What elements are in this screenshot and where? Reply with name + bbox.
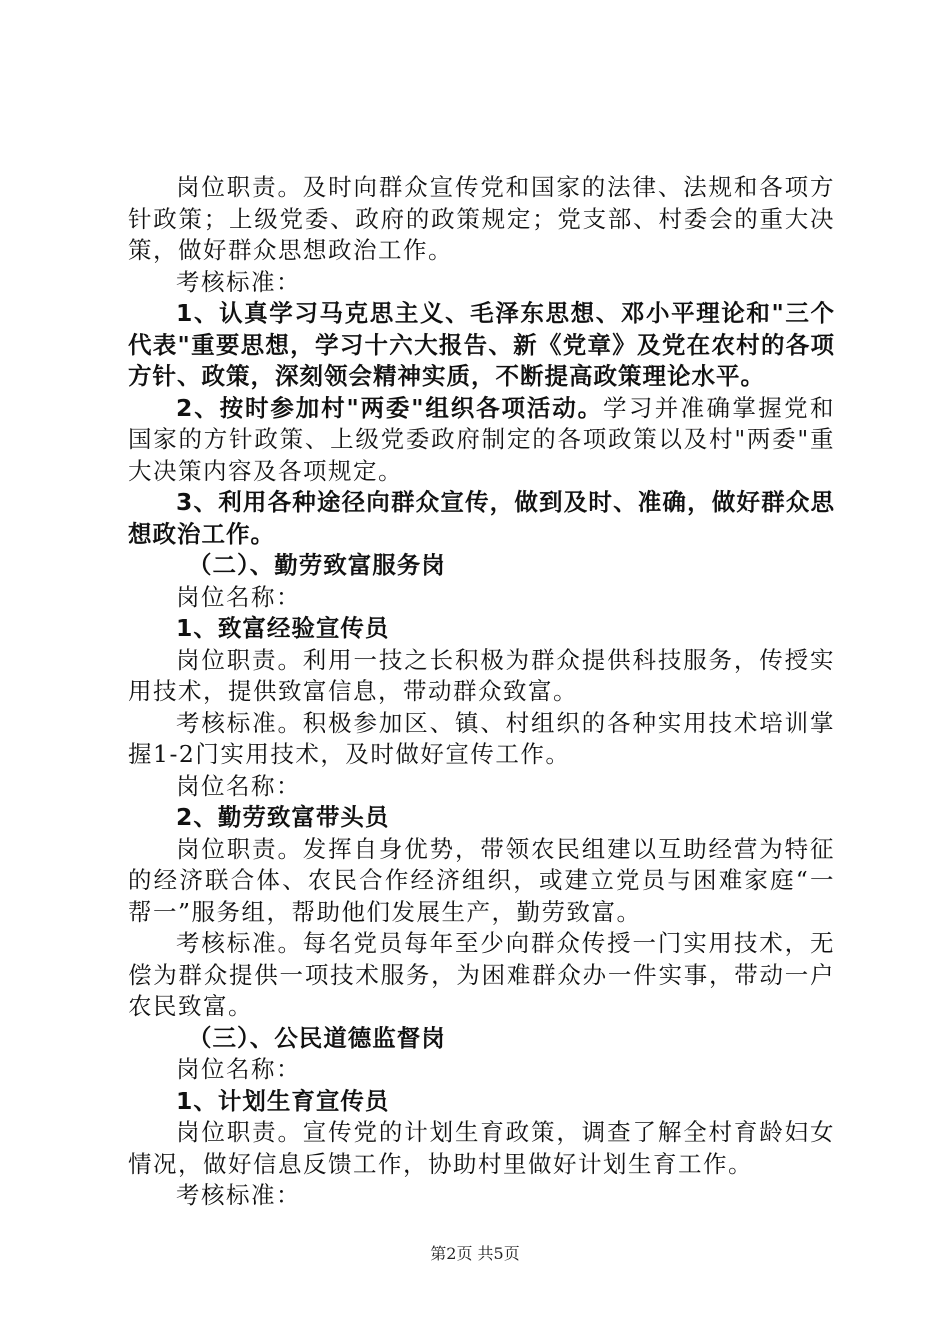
paragraph-criteria-2: 考核标准。积极参加区、镇、村组织的各种实用技术培训掌握1-2门实用技术，及时做好宣传工作。 [128, 708, 835, 768]
post-name-2: 2、勤劳致富带头员 [176, 803, 390, 831]
paragraph-post-name-label-3: 岗位名称： [176, 1055, 301, 1083]
paragraph-duty-3: 岗位职责。发挥自身优势，带领农民组建以互助经营为特征的经济联合体、农民合作经济组织，或建立党员与困难家庭“一帮一”服务组，帮助他们发展生产，勤劳致富。 [128, 834, 835, 926]
paragraph-post-name-label-1: 岗位名称： [176, 582, 301, 611]
section-heading-2: （二）、勤劳致富服务岗 [188, 551, 446, 579]
document-body [128, 172, 835, 1212]
paragraph-criteria-item-2 [128, 393, 835, 488]
paragraph-duty-1: 岗位职责。及时向群众宣传党和国家的法律、法规和各项方针政策；上级党委、政府的政策规定；党支部、村委会的重大决策，做好群众思想政治工作。 [128, 173, 835, 264]
post-name-1: 1、致富经验宣传员 [176, 614, 390, 642]
paragraph-criteria-label-1: 考核标准： [176, 267, 301, 296]
page-footer: 第2页 共5页 [430, 1244, 520, 1263]
criteria-item-2-body: 学习并准确掌握党和国家的方针政策、上级党委政府制定的各项政策以及村"两委"重大决策内容及各项规定。 [128, 393, 836, 485]
paragraph-criteria-item-1: 1、认真学习马克思主义、毛泽东思想、邓小平理论和"三个代表"重要思想，学习十六大报告、新《党章》及党在农村的各项方针、政策，深刻领会精神实质，不断提高政策理论水平。 [128, 299, 835, 390]
post-name-3: 1、计划生育宣传员 [176, 1086, 390, 1115]
paragraph-criteria-3: 考核标准。每名党员每年至少向群众传授一门实用技术，无偿为群众提供一项技术服务，为困难群众办一件实事，带动一户农民致富。 [128, 929, 835, 1020]
section-heading-3: （三）、公民道德监督岗 [188, 1023, 446, 1052]
paragraph-criteria-item-3: 3、利用各种途径向群众宣传，做到及时、准确，做好群众思想政治工作。 [128, 488, 835, 548]
paragraph-post-name-label-2: 岗位名称： [176, 771, 301, 800]
criteria-item-2-lead: 2、按时参加村"两委"组织各项活动。 [176, 393, 604, 422]
paragraph-criteria-label-4: 考核标准： [176, 1181, 301, 1209]
paragraph-duty-4: 岗位职责。宣传党的计划生育政策，调查了解全村育龄妇女情况，做好信息反馈工作，协助村里做好计划生育工作。 [128, 1118, 835, 1178]
paragraph-duty-2: 岗位职责。利用一技之长积极为群众提供科技服务，传授实用技术，提供致富信息，带动群众致富。 [128, 645, 835, 705]
